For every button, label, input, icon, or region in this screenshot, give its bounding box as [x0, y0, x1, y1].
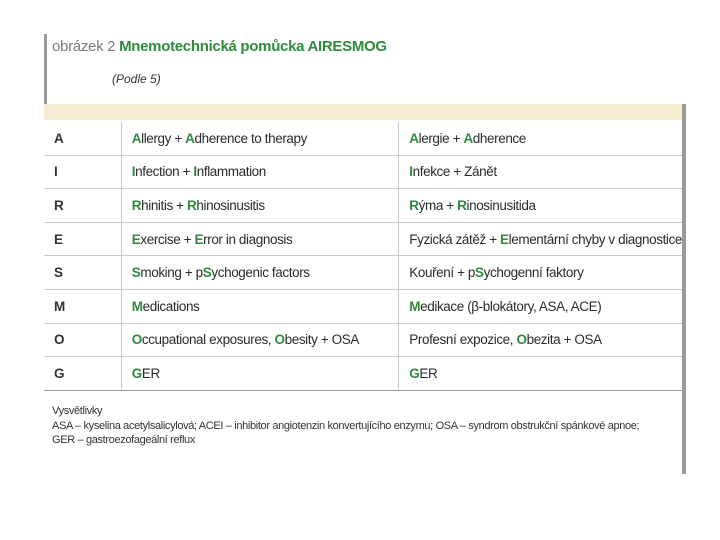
explanatory-notes	[52, 404, 639, 448]
english-term-cell	[121, 122, 399, 155]
term-text: edikace (β-blokátory, ASA, ACE)	[420, 298, 602, 314]
highlighted-letter: O	[274, 332, 285, 348]
figure-caption	[52, 38, 387, 55]
term-text: lementární chyby v diagnostice	[508, 231, 682, 247]
term-text: edications	[142, 298, 200, 314]
czech-term-cell	[399, 323, 682, 357]
mnemonic-letter-cell: I	[44, 155, 121, 189]
highlighted-letter: R	[187, 197, 197, 213]
highlighted-letter: S	[475, 265, 484, 281]
figure-label: obrázek 2	[52, 38, 116, 55]
table-row	[44, 357, 682, 391]
notes-line-1: ASA – kyselina acetylsalicylová; ACEI – inhibitor angiotenzin konvertujícího enzymu; OSA – syndrom obstrukční spánkové apnoe;	[52, 419, 640, 432]
table-row	[44, 289, 682, 323]
highlighted-letter: S	[131, 265, 141, 281]
table-row	[44, 155, 682, 189]
term-text: dherence to therapy	[194, 130, 307, 146]
term-text: ychogenic factors	[211, 265, 310, 281]
highlighted-letter: M	[409, 298, 421, 314]
term-text: bezita + OSA	[526, 332, 602, 348]
highlighted-letter: A	[463, 130, 473, 146]
highlighted-letter: E	[500, 231, 509, 247]
highlighted-letter: G	[409, 365, 420, 381]
czech-term-cell	[399, 122, 682, 155]
english-term-cell	[121, 222, 399, 256]
highlighted-letter: A	[409, 130, 419, 146]
term-text: llergy +	[141, 130, 186, 146]
term-text: ccupational exposures,	[141, 332, 275, 348]
term-text: hinitis +	[141, 197, 188, 213]
czech-term-cell	[399, 256, 682, 290]
term-text: lergie +	[418, 130, 464, 146]
highlighted-letter: S	[202, 265, 212, 281]
czech-term-cell	[399, 222, 682, 256]
table-header-band	[44, 104, 682, 120]
figure-title: Mnemotechnická pomůcka AIRESMOG	[119, 38, 387, 55]
term-text: nfection +	[135, 164, 194, 180]
mnemonic-table-body	[44, 122, 682, 390]
highlighted-letter: A	[131, 130, 142, 146]
highlighted-letter: O	[131, 332, 142, 348]
mnemonic-letter-cell: O	[44, 323, 121, 357]
mnemonic-letter-cell: R	[44, 189, 121, 223]
mnemonic-letter-cell: G	[44, 357, 121, 391]
term-text: nflammation	[196, 164, 266, 180]
figure-subtitle: (Podle 5)	[112, 72, 161, 86]
english-term-cell	[121, 155, 399, 189]
notes-heading: Vysvětlivky	[52, 405, 103, 417]
highlighted-letter: I	[131, 164, 136, 180]
notes-line-2: GER – gastroezofageální reflux	[52, 434, 195, 447]
highlighted-letter: A	[185, 130, 195, 146]
highlighted-letter: G	[131, 365, 142, 381]
term-text: moking + p	[140, 265, 203, 281]
term-text: inosinusitida	[466, 197, 536, 213]
table-row	[44, 122, 682, 155]
czech-term-cell	[399, 155, 682, 189]
mnemonic-letter-cell: E	[44, 222, 121, 256]
highlighted-letter: O	[516, 332, 527, 348]
english-term-cell	[121, 357, 399, 391]
highlighted-letter: R	[457, 197, 467, 213]
term-text: Kouření + p	[409, 265, 476, 281]
czech-term-cell	[399, 189, 682, 223]
mnemonic-letter-cell: A	[44, 122, 121, 155]
highlighted-letter: E	[194, 231, 204, 247]
term-text: dherence	[472, 130, 526, 146]
highlighted-letter: E	[131, 231, 141, 247]
mnemonic-letter-cell: S	[44, 256, 121, 290]
term-text: Profesní expozice,	[409, 332, 517, 348]
term-text: hinosinusitis	[196, 197, 265, 213]
term-text: xercise +	[140, 231, 195, 247]
term-text: ychogenní faktory	[483, 265, 584, 281]
czech-term-cell	[399, 357, 682, 391]
table-row	[44, 256, 682, 290]
left-border-rule	[44, 34, 47, 106]
table-row	[44, 323, 682, 357]
highlighted-letter: I	[409, 164, 413, 180]
english-term-cell	[121, 189, 399, 223]
mnemonic-letter-cell: M	[44, 289, 121, 323]
term-text: nfekce + Zánět	[412, 164, 497, 180]
highlighted-letter: I	[193, 164, 197, 180]
term-text: rror in diagnosis	[203, 231, 293, 247]
english-term-cell	[121, 256, 399, 290]
mnemonic-table	[44, 122, 682, 391]
highlighted-letter: R	[131, 197, 142, 213]
term-text: ER	[419, 365, 438, 381]
czech-term-cell	[399, 289, 682, 323]
table-row	[44, 189, 682, 223]
term-text: besity + OSA	[284, 332, 359, 348]
right-border-rule	[682, 104, 686, 474]
english-term-cell	[121, 323, 399, 357]
table-row	[44, 222, 682, 256]
highlighted-letter: R	[409, 197, 419, 213]
highlighted-letter: M	[131, 298, 143, 314]
english-term-cell	[121, 289, 399, 323]
term-text: ýma +	[418, 197, 458, 213]
term-text: ER	[141, 365, 160, 381]
term-text: Fyzická zátěž +	[409, 231, 501, 247]
